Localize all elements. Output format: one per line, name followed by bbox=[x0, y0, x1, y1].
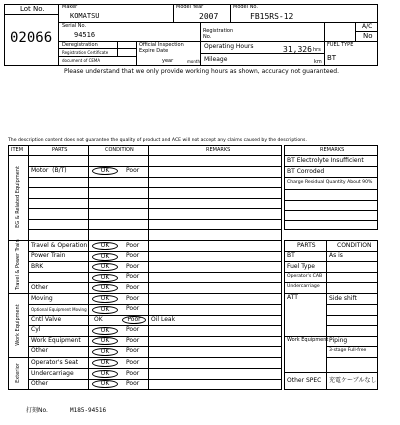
part-optional-equipment: Optional Equipment Moving bbox=[31, 307, 87, 312]
cema-label: document of CEMA bbox=[62, 58, 101, 63]
spec-part: ATT bbox=[287, 294, 298, 301]
remark-line: Charge Residual Quantity About 90% bbox=[287, 180, 373, 185]
spec-condition: As is bbox=[329, 252, 343, 259]
model-year-value: 2007 bbox=[199, 12, 219, 21]
part-undercarriage: Undercarriage bbox=[31, 370, 74, 377]
hrs-unit: hrs bbox=[313, 47, 321, 53]
group-eg bbox=[8, 156, 28, 240]
part-motor: Motor (B/T) bbox=[31, 167, 67, 174]
part-travel: Travel & Operation bbox=[31, 242, 88, 249]
spec-part: Undercarriage bbox=[287, 284, 320, 289]
fuel-type-label: FUEL TYPE bbox=[327, 42, 354, 48]
spec-part: BT bbox=[287, 252, 295, 259]
year-label: year bbox=[162, 58, 174, 64]
poor-mark: Poor bbox=[126, 273, 140, 280]
dereg-cert-label: Registration Certificate bbox=[62, 50, 109, 55]
part-travel-other: Other bbox=[31, 284, 49, 291]
poor-mark: Poor bbox=[126, 305, 140, 312]
ok-mark: OK bbox=[92, 274, 118, 282]
maker-label: Maker bbox=[62, 4, 78, 10]
part-moving: Moving bbox=[31, 295, 53, 302]
group-exterior-label: Exterior bbox=[15, 363, 21, 383]
spec-part: Fuel Type bbox=[287, 263, 315, 270]
ok-mark: OK bbox=[92, 348, 118, 356]
ac-value: No bbox=[363, 32, 373, 40]
remarks-title: REMARKS bbox=[320, 147, 345, 153]
part-exterior-other: Other bbox=[31, 380, 49, 387]
col-condition: CONDITION bbox=[105, 147, 134, 153]
expire-date-label: Expire Date bbox=[139, 48, 169, 54]
spec-condition: 3-stage Full-free bbox=[329, 348, 367, 353]
model-no-label: Model No. bbox=[233, 4, 258, 10]
part-power-train: Power Train bbox=[31, 252, 66, 259]
ac-label: A/C bbox=[362, 23, 373, 30]
remark-line: BT Electrolyte Insufficient bbox=[287, 157, 364, 164]
part-operator-seat: Operator's Seat bbox=[31, 359, 79, 366]
lot-label: Lot No. bbox=[20, 5, 45, 13]
group-eg-label: EG & Related Equipment bbox=[15, 166, 21, 228]
poor-mark: Poor bbox=[126, 347, 140, 354]
lot-number: 02066 bbox=[10, 30, 53, 46]
month-label: month bbox=[187, 59, 200, 64]
disclaimer-text: The description content does not guarantee the quality of product and ACE will not accept any claims caused by the descriptions. bbox=[8, 138, 307, 143]
ok-mark: OK bbox=[92, 306, 118, 314]
ok-mark: OK bbox=[92, 295, 118, 303]
hours-notice: Please understand that we only provide working hours as shown, accuracy not guaranteed. bbox=[64, 68, 339, 75]
poor-mark-circled: Poor bbox=[122, 316, 146, 324]
serial-label: Serial No. bbox=[62, 23, 87, 29]
ok-mark: OK bbox=[92, 242, 118, 250]
poor-mark: Poor bbox=[126, 252, 140, 259]
spec-part: Work Equipment bbox=[287, 337, 329, 343]
spec-condition: Piping bbox=[329, 337, 348, 344]
part-brk: BRK bbox=[31, 263, 44, 270]
ok-mark: OK bbox=[92, 370, 118, 378]
remark-oil-leak: Oil Leak bbox=[151, 316, 176, 323]
spec-part: Operator's CAB bbox=[287, 274, 323, 279]
official-inspection-label: Official Inspection bbox=[139, 42, 184, 48]
serial-value: 94516 bbox=[74, 31, 96, 39]
part-cntl-valve: Cntl Valve bbox=[31, 316, 62, 323]
ok-mark: OK bbox=[92, 284, 118, 292]
model-no-value: FB15RS-12 bbox=[250, 12, 294, 21]
ok-mark: OK bbox=[92, 253, 118, 261]
inspection-table bbox=[8, 145, 282, 390]
ok-mark: OK bbox=[92, 327, 118, 335]
part-work-other: Other bbox=[31, 347, 49, 354]
col-item: ITEM bbox=[11, 147, 24, 153]
group-travel bbox=[8, 241, 28, 293]
ok-mark: OK bbox=[92, 359, 118, 367]
col-parts: PARTS bbox=[52, 147, 68, 153]
group-exterior bbox=[8, 358, 28, 390]
poor-mark: Poor bbox=[126, 326, 140, 333]
spec-condition: 充電ケーブルなし bbox=[329, 377, 377, 384]
poor-mark: Poor bbox=[126, 295, 140, 302]
deregistration-label: Deregistration bbox=[62, 42, 98, 48]
poor-mark: Poor bbox=[126, 337, 140, 344]
km-unit: km bbox=[314, 59, 322, 65]
stamp-no-label: 打刻No. bbox=[26, 407, 48, 414]
poor-mark: Poor bbox=[126, 263, 140, 270]
poor-mark: Poor bbox=[126, 380, 140, 387]
poor-mark: Poor bbox=[126, 242, 140, 249]
operating-hours-label: Operating Hours bbox=[204, 43, 254, 50]
poor-mark: Poor bbox=[126, 359, 140, 366]
part-cyl: Cyl bbox=[31, 326, 41, 333]
ok-mark: OK bbox=[92, 167, 118, 175]
col-remarks: REMARKS bbox=[206, 147, 231, 153]
group-work bbox=[8, 294, 28, 357]
maker-value: KOMATSU bbox=[70, 12, 100, 20]
registration-label: Registration No. bbox=[203, 28, 234, 40]
poor-mark: Poor bbox=[126, 370, 140, 377]
group-work-label: Work Equipment bbox=[15, 304, 21, 346]
remark-line: BT Corroded bbox=[287, 168, 325, 175]
ok-mark: OK bbox=[92, 263, 118, 271]
operating-hours-value: 31,326 bbox=[283, 45, 312, 54]
spec-part: Other SPEC bbox=[287, 377, 322, 384]
model-year-label: Model Year bbox=[176, 4, 204, 10]
poor-mark: Poor bbox=[126, 284, 140, 291]
group-travel-label: Travel & Power Train bbox=[15, 239, 21, 290]
stamp-no-value: M185-94516 bbox=[70, 407, 107, 414]
poor-mark: Poor bbox=[126, 167, 140, 174]
ok-mark: OK bbox=[92, 380, 118, 388]
condition-col-header: CONDITION bbox=[337, 242, 372, 249]
mileage-label: Mileage bbox=[204, 56, 228, 63]
spec-condition: Side shift bbox=[329, 295, 357, 302]
ok-mark: OK bbox=[92, 337, 118, 345]
ok-mark: OK bbox=[94, 316, 103, 323]
parts-col-header: PARTS bbox=[297, 242, 316, 249]
fuel-type-value: BT bbox=[327, 54, 337, 62]
part-work-equipment: Work Equipment bbox=[31, 337, 81, 344]
